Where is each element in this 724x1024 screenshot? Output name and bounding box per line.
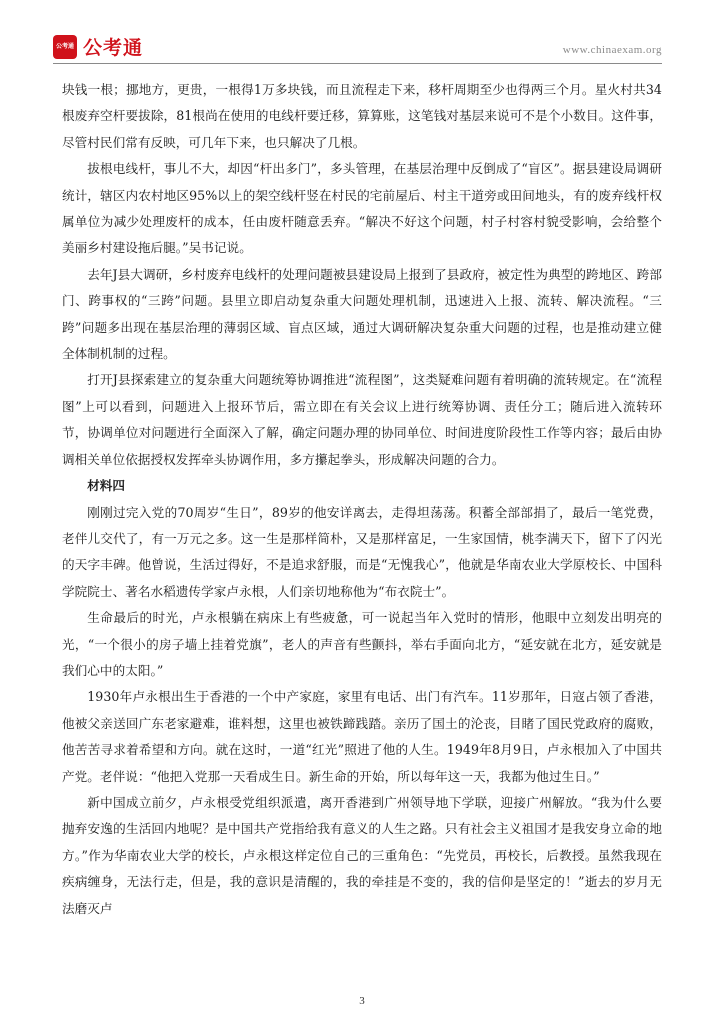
paragraph-6: 生命最后的时光，卢永根躺在病床上有些疲惫，可一说起当年入党时的情形，他眼中立刻发出明亮的光，“一个很小的房子墙上挂着党旗”，老人的声音有些颤抖，举右手面向北方，“延安就在北方，延安就是我们心中的太阳。” xyxy=(62,610,662,678)
paragraph-7: 1930年卢永根出生于香港的一个中产家庭，家里有电话、出门有汽车。11岁那年，日寇占领了香港，他被父亲送回广东老家避难，谁料想，这里也被铁蹄践踏。亲历了国土的沦丧，目睹了国民党政府的腐败，他苦苦寻求着希望和方向。就在这时，一道“红光”照进了他的人生。1949年8月9日，卢永根加入了中国共产党。老伴说：“他把入党那一天看成生日。新生命的开始，所以每年这一天，我都为他过生日。” xyxy=(62,689,662,784)
paragraph-1: 块钱一根；挪地方，更贵，一根得1万多块钱，而且流程走下来，移杆周期至少也得两三个月。星火村共34根废弃空杆要拔除，81根尚在使用的电线杆要迁移，算算账，这笔钱对基层来说可不是个小数目。这件事，尽管村民们常有反映，可几年下来，也只解决了几根。 xyxy=(62,82,662,150)
paragraph-2: 拔根电线杆，事儿不大，却因“杆出多门”，多头管理，在基层治理中反倒成了“盲区”。据县建设局调研统计，辖区内农村地区95%以上的架空线杆竖在村民的宅前屋后、村主干道旁或田间地头，有的废弃线杆权属单位为减少处理废杆的成本，任由废杆随意丢弃。“解决不好这个问题，村子村容村貌受影响，会给整个美丽乡村建设拖后腿。”吴书记说。 xyxy=(62,161,662,256)
paragraph-4: 打开J县探索建立的复杂重大问题统筹协调推进“流程图”，这类疑难问题有着明确的流转规定。在“流程图”上可以看到，问题进入上报环节后，需立即在有关会议上进行统筹协调、责任分工；随后进入流转环节，协调单位对问题进行全面深入了解，确定问题办理的协同单位、时间进度阶段性工作等内容；最后由协调相关单位依据授权发挥牵头协调作用，多方攥起拳头，形成解决问题的合力。 xyxy=(62,372,662,467)
page-number: 3 xyxy=(359,995,365,1007)
paragraph-8: 新中国成立前夕，卢永根受党组织派遣，离开香港到广州领导地下学联，迎接广州解放。“我为什么要抛弃安逸的生活回内地呢？是中国共产党指给我有意义的人生之路。只有社会主义祖国才是我安身立命的地方。”作为华南农业大学的校长，卢永根这样定位自己的三重角色：“先党员，再校长，后教授。虽然我现在疾病缠身，无法行走，但是，我的意识是清醒的，我的牵挂是不变的，我的信仰是坚定的！”逝去的岁月无法磨灭卢 xyxy=(62,794,662,916)
paragraph-5: 刚刚过完入党的70周岁“生日”，89岁的他安详离去，走得坦荡荡。积蓄全部部捐了，最后一笔党费，老伴儿交代了，有一万元之多。这一生是那样简朴，又是那样富足，一生家国情，桃李满天下，留下了闪光的天字丰碑。他曾说，生活过得好，不是追求舒服，而是“无愧我心”，他就是华南农业大学原校长、中国科学院院士、著名水稻遗传学家卢永根，人们亲切地称他为“布衣院士”。 xyxy=(62,504,662,599)
logo[interactable] xyxy=(53,33,143,60)
header-divider xyxy=(53,63,662,64)
paragraph-3: 去年J县大调研，乡村废弃电线杆的处理问题被县建设局上报到了县政府，被定性为典型的跨地区、跨部门、跨事权的“三跨”问题。县里立即启动复杂重大问题处理机制，迅速进入上报、流转、解决流程。“三跨”问题多出现在基层治理的薄弱区域、盲点区域，通过大调研解决复杂重大问题的过程，也是推动建立健全体制机制的过程。 xyxy=(62,266,662,362)
page-header xyxy=(0,0,724,64)
section-heading: 材料四 xyxy=(87,478,125,494)
logo-badge-icon: 公考通 xyxy=(53,35,77,59)
logo-text: 公考通 xyxy=(83,37,144,59)
document-body xyxy=(62,77,662,922)
site-url[interactable]: www.chinaexam.org xyxy=(562,44,662,56)
